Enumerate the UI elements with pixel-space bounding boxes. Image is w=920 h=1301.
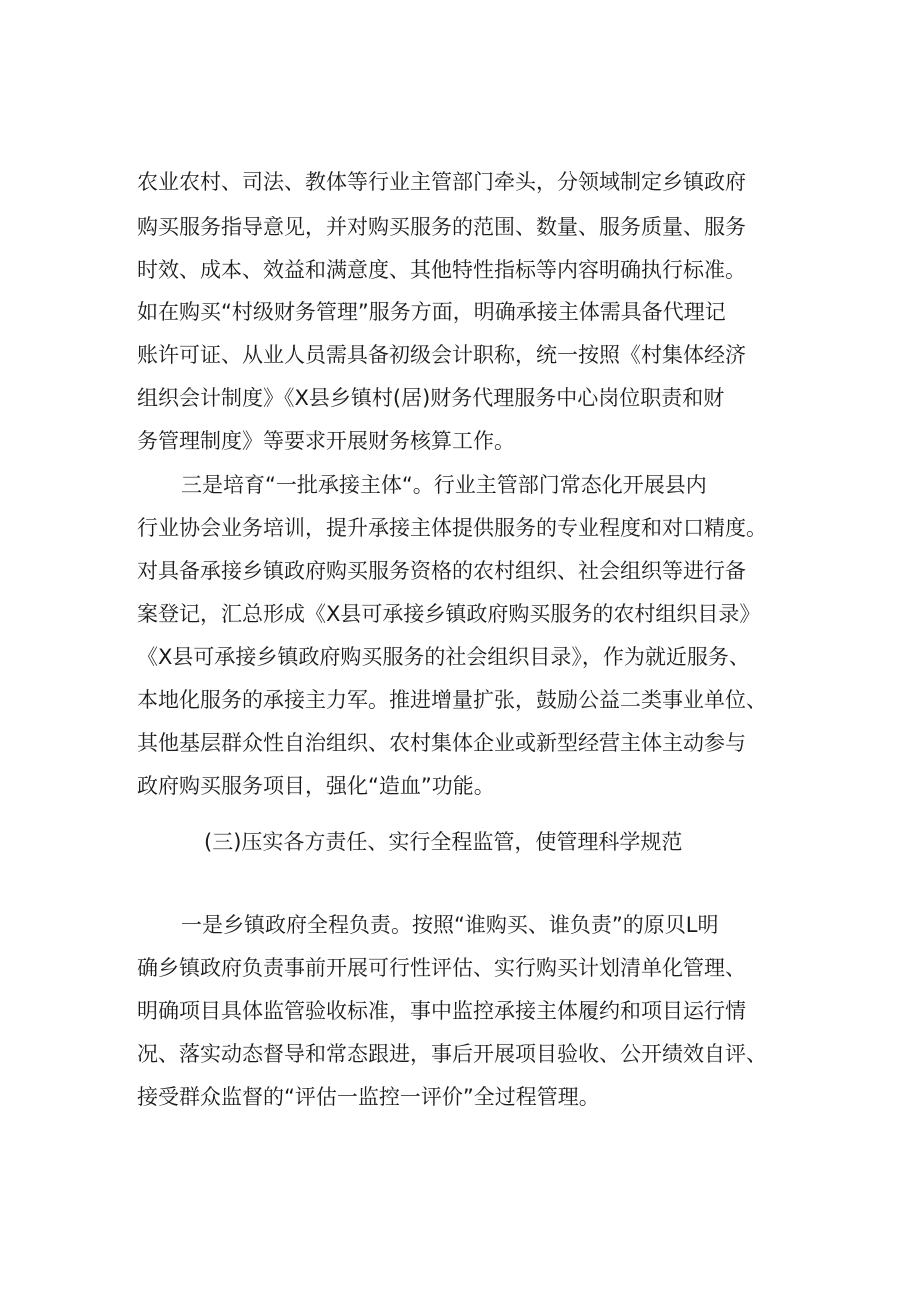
text-line: 组织会计制度》《X县乡镇村(居)财务代理服务中心岗位职责和财 <box>137 386 725 410</box>
text-line: 账许可证、从业人员需具备初级会计职称，统一按照《村集体经济 <box>137 343 746 367</box>
text-line: 接受群众监督的“评估一监控一评价”全过程管理。 <box>137 1085 600 1109</box>
text-line: 案登记，汇总形成《X县可承接乡镇政府购买服务的农村组织目录》 <box>137 602 761 626</box>
text-line: 行业协会业务培训，提升承接主体提供服务的专业程度和对口精度。 <box>137 516 767 540</box>
text-line: 确乡镇政府负责事前开展可行性评估、实行购买计划清单化管理、 <box>137 956 746 980</box>
text-line: 如在购买“村级财务管理”服务方面，明确承接主体需具备代理记 <box>137 300 726 324</box>
text-line: 明确项目具体监管验收标准，事中监控承接主体履约和项目运行情 <box>137 999 746 1023</box>
text-line: 务管理制度》等要求开展财务核算工作。 <box>137 429 515 453</box>
text-line: 时效、成本、效益和满意度、其他特性指标等内容明确执行标准。 <box>137 258 746 282</box>
text-line: 对具备承接乡镇政府购买服务资格的农村组织、社会组织等进行备 <box>137 559 746 583</box>
text-line: 本地化服务的承接主力军。推进增量扩张，鼓励公益二类事业单位、 <box>137 688 767 712</box>
text-line: 其他基层群众性自治组织、农村集体企业或新型经营主体主动参与 <box>137 731 746 755</box>
text-line: 三是培育“一批承接主体“。行业主管部门常态化开展县内 <box>181 473 707 497</box>
text-line: 农业农村、司法、教体等行业主管部门牵头，分领域制定乡镇政府 <box>137 170 746 194</box>
text-line: 政府购买服务项目，强化“造血”功能。 <box>137 774 495 798</box>
heading-line: (三)压实各方责任、实行全程监管，使管理科学规范 <box>204 830 683 854</box>
text-line: 况、落实动态督导和常态跟进，事后开展项目验收、公开绩效自评、 <box>137 1042 767 1066</box>
text-line: 《X县可承接乡镇政府购买服务的社会组织目录》，作为就近服务、 <box>137 645 750 669</box>
text-line: 一是乡镇政府全程负责。按照“谁购买、谁负责”的原贝L明 <box>181 913 719 937</box>
text-line: 购买服务指导意见，并对购买服务的范围、数量、服务质量、服务 <box>137 215 746 239</box>
